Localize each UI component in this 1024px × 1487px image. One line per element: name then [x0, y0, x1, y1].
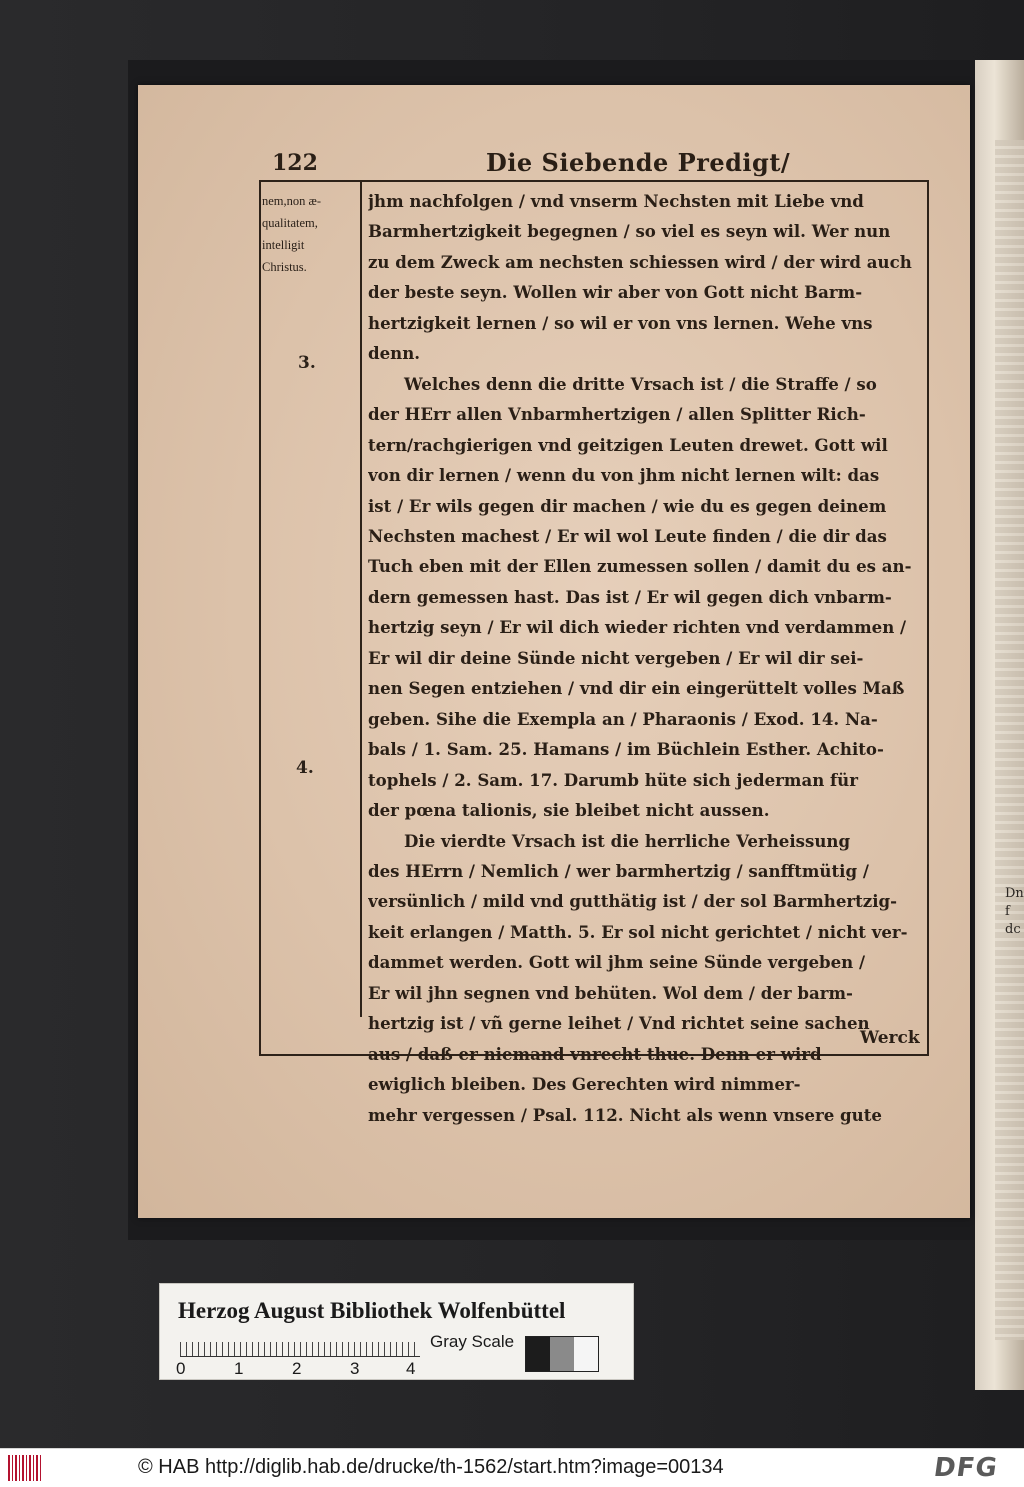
text-line: ist / Er wils gegen dir machen / wie du es gegen deinem	[368, 495, 887, 516]
text-line: dammet werden. Gott wil jhm seine Sünde vergeben /	[368, 952, 866, 973]
catchword: Werck	[860, 1028, 920, 1048]
margin-note-line: intelligit	[262, 238, 305, 252]
edge-fragment-line: dc	[1005, 922, 1021, 937]
section-number-4: 4.	[296, 758, 314, 778]
card-title: Herzog August Bibliothek Wolfenbüttel	[178, 1298, 566, 1323]
ruler-number: 0	[176, 1359, 186, 1378]
ruler-number: 3	[350, 1359, 360, 1378]
text-line: Er wil jhn segnen vnd behüten. Wol dem / der barm-	[368, 982, 853, 1003]
body-text	[368, 186, 924, 1130]
text-line: denn.	[368, 343, 421, 364]
edge-fragment-line: Dn	[1005, 886, 1024, 901]
margin-column-rule	[360, 182, 362, 1017]
page-edge-strip	[995, 140, 1024, 1340]
edge-fragment	[1005, 885, 1024, 939]
text-line: Welches denn die dritte Vrsach ist / die Straffe / so	[404, 373, 877, 394]
footer-bar	[0, 1448, 1024, 1487]
gray-swatch-mid	[550, 1337, 574, 1371]
text-line: hertzigkeit lernen / so wil er von vns lernen. Wehe vns	[368, 312, 873, 333]
text-line: Er wil dir deine Sünde nicht vergeben / Er wil dir sei-	[368, 647, 864, 668]
text-line: der beste seyn. Wollen wir aber von Gott nicht Barm-	[368, 282, 863, 303]
gray-swatches	[525, 1336, 599, 1372]
text-line: hertzig seyn / Er wil dich wieder richten vnd verdammen /	[368, 617, 907, 638]
color-target-card	[159, 1283, 634, 1380]
text-line: versünlich / mild vnd gutthätig ist / der sol Barmhertzig-	[368, 891, 898, 912]
gray-scale-label: Gray Scale	[430, 1332, 515, 1351]
ruler-number: 2	[292, 1359, 302, 1378]
dfg-logo: DFG	[931, 1453, 1000, 1483]
book-edge	[975, 60, 1024, 1390]
text-line: Barmhertzigkeit begegnen / so viel es seyn wil. Wer nun	[368, 221, 891, 242]
text-line: Nechsten machest / Er wil wol Leute finden / die dir das	[368, 525, 887, 546]
gray-swatch-light	[574, 1337, 598, 1371]
text-line: mehr vergessen / Psal. 112. Nicht als wenn vnsere gute	[368, 1104, 882, 1125]
gray-swatch-dark	[526, 1337, 550, 1371]
text-line: bals / 1. Sam. 25. Hamans / im Büchlein Esther. Achito-	[368, 739, 884, 760]
ruler-number: 1	[234, 1359, 244, 1378]
text-line: nen Segen entziehen / vnd dir ein eingerüttelt volles Maß	[368, 678, 905, 699]
edge-fragment-line: f	[1005, 904, 1010, 919]
ruler-numbers	[176, 1359, 436, 1377]
text-line: Die vierdte Vrsach ist die herrliche Verheissung	[404, 830, 851, 851]
text-line: des HErrn / Nemlich / wer barmhertzig / sanfftmütig /	[368, 860, 869, 881]
text-line: dern gemessen hast. Das ist / Er wil gegen dich vnbarm-	[368, 586, 892, 607]
section-number-3: 3.	[298, 353, 316, 373]
text-line: ewiglich bleiben. Des Gerechten wird nimmer-	[368, 1074, 801, 1095]
ruler-number: 4	[406, 1359, 416, 1378]
margin-note-line: qualitatem,	[262, 216, 318, 230]
margin-note-line: Christus.	[262, 260, 307, 274]
page-number: 122	[272, 150, 318, 176]
text-line: aus / daß er niemand vnrecht thue. Denn er wird	[368, 1043, 822, 1064]
footer-copyright-link[interactable]: © HAB http://diglib.hab.de/drucke/th-1562/start.htm?image=00134	[138, 1456, 724, 1478]
scale-ruler	[180, 1342, 420, 1357]
text-line: keit erlangen / Matth. 5. Er sol nicht gerichtet / nicht ver-	[368, 921, 908, 942]
text-line: hertzig ist / vñ gerne leihet / Vnd richtet seine sachen	[368, 1013, 870, 1034]
hab-barcode-icon	[8, 1455, 42, 1481]
margin-note-line: nem,non æ-	[262, 194, 322, 208]
text-line: tophels / 2. Sam. 17. Darumb hüte sich jederman für	[368, 769, 858, 790]
running-title: Die Siebende Predigt/	[486, 148, 791, 177]
margin-note	[262, 190, 360, 278]
text-line: jhm nachfolgen / vnd vnserm Nechsten mit Liebe vnd	[368, 191, 864, 211]
text-line: der pœna talionis, sie bleibet nicht aussen.	[368, 800, 770, 821]
text-line: geben. Sihe die Exempla an / Pharaonis / Exod. 14. Na-	[368, 708, 878, 729]
text-line: der HErr allen Vnbarmhertzigen / allen Splitter Rich-	[368, 404, 866, 425]
text-line: tern/rachgierigen vnd geitzigen Leuten drewet. Gott wil	[368, 434, 888, 455]
text-line: Tuch eben mit der Ellen zumessen sollen / damit du es an-	[368, 556, 912, 577]
text-line: von dir lernen / wenn du von jhm nicht lernen wilt: das	[368, 465, 880, 486]
text-line: zu dem Zweck am nechsten schiessen wird / der wird auch	[368, 251, 912, 272]
